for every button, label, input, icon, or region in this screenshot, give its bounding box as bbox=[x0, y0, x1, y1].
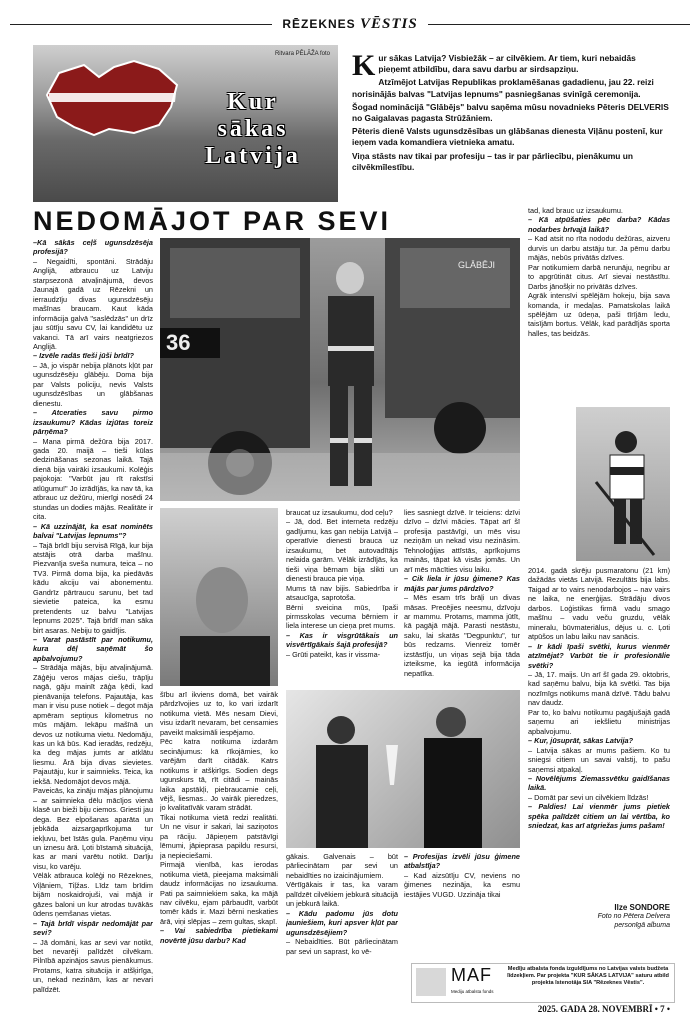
award-ceremony-illustration bbox=[286, 690, 520, 848]
interview-answer: – Grūti pateikt, kas ir vissma- bbox=[286, 649, 381, 659]
series-hero-image bbox=[33, 45, 338, 202]
interview-answer: – Jā, jo vispār nebija plānots kļūt par ugunsdzēsēju glābēju. Doma bija par Valsts policiju, nevis Valsts ugunsdzēsības un glābšanas dienestu. bbox=[33, 360, 153, 408]
interview-answer: – Strādāja mājās, biju atvaļinājumā. Zāģēju veros mājas ciešu, trāpīju nagā, gāju mainīt zāģa ķēdi, kad pienāvanija telefons. Pajautāja, kas man ir visu puse notiek – degot māja apmēram septiņus kilometrus no mūs mājām. Iekāpu mašīnā un devos uz notikuma vietu. Nedomāju, kas un kā būs. Kad ieradās, redzēju, ka deg mājas jumts ar atklātu liesmu. Ārā bija divas sievietes. Pajautāju, kur ir saimnieks. Teica, ka iekšā. Nedomājot devos mājā. bbox=[33, 663, 153, 786]
newspaper-logo bbox=[282, 16, 417, 33]
text-column-2e bbox=[404, 852, 520, 952]
interview-question: – Kas ir visgrūtākais un visvērtīgākais šajā profesijā? bbox=[286, 630, 398, 650]
brand-right: VĒSTIS bbox=[360, 15, 418, 32]
portrait-illustration bbox=[160, 508, 278, 686]
interview-question: – Novēlējums Ziemassvētku gaidīšanas laikā. bbox=[528, 773, 670, 793]
interview-answer: – Tajā brīdī biju servisā Rīgā, kur bija atstājis otrā darba mašīnu. Piezvanīja sveša numura, teica – no TV3. Pirmā doma bija, ka piedāvās kādu akciju vai abonementu. Gandrīz pārtraucu sarunu, bet tad sievietie pateica, ka esmu pretendents uz balvu "Latvijas lepnums 2025". Tajā brīdī man sāka birt asaras. Nebiju to gaidījis. bbox=[33, 540, 153, 635]
interview-answer: 2014. gadā skrēju pusmaratonu (21 km) dažādās vietās Latvijā. Rezultāts bija labs. Taigad ar to vairs nenodarbojos – nav vairs ne laika, ne enerģijas. Strādāju divos darbos. Loģistikas firmā vadu smago mašīnu – vadu veču gruzdu, vēlāk mineralu, būvmateriālus, dējus u. c. Ļoti atpūšos un labu laiku nav sanācis. bbox=[528, 566, 670, 642]
intro-paragraph: Atzīmējot Latvijas Republikas proklamēšanas gadadienu, jau 22. reizi norisinājās balvas "Latvijas lepnums" pasniegšanas svinīgā ceremonija. bbox=[352, 77, 654, 99]
text-column-2c bbox=[404, 508, 520, 686]
sponsor-text: Medīju atbalsta fonda izguldījums no Latvijas valsts budžeta līdzekļiem. Par projekta "KUR SĀKAS LATVIJA" saturu atbild projekta īstenotāja SIA "Rēzeknes Vēstis". bbox=[507, 966, 669, 987]
svg-text:GLĀBĒJI: GLĀBĒJI bbox=[458, 260, 496, 270]
interview-answer: – Latvija sākas ar mums pašiem. Ko tu sniegsi citiem un savai valstij, to pašu saņemsi atpakaļ. bbox=[528, 745, 670, 774]
interview-answer: – Kad atsit no rīta nododu dežūras, aizveru durvis un darbu atstāju tur. Ja pēmu darbu mājās, nebūs privātās dzīves. bbox=[528, 234, 670, 263]
text-column-3-top bbox=[528, 206, 670, 402]
interview-question: – Kādu padomu jūs dotu jauniešiem, kuri apsver kļūt par ugunsdzēsējiem? bbox=[286, 908, 398, 937]
page-footer: 2025. GADA 28. NOVEMBRĪ • 7 • bbox=[537, 1004, 670, 1014]
article-headline: NEDOMĀJOT PAR SEVI bbox=[33, 206, 392, 236]
interview-question: – Profesijas izvēli jūsu ģimene atbalstīja? bbox=[404, 852, 520, 871]
firefighter-photo bbox=[160, 238, 520, 501]
interview-question: – Cik liela ir jūsu ģimene? Kas mājās par jums pārdzīvo? bbox=[404, 574, 520, 593]
interview-question: – Kā uzzinājāt, ka esat nominēts balvai "Latvijas lepnums"? bbox=[33, 521, 153, 541]
text-column-2b bbox=[286, 508, 398, 686]
hero-photo-credit: Ritvara PĒLĀŽA foto bbox=[274, 51, 330, 57]
svg-text:36: 36 bbox=[166, 330, 191, 355]
text-column-2d bbox=[286, 852, 398, 1018]
article-intro bbox=[352, 49, 670, 175]
sponsor-box bbox=[411, 963, 675, 1003]
hockey-player-illustration bbox=[576, 407, 670, 561]
interview-question: – Varat pastāstīt par notikumu, kura dēļ saņēmāt šo apbalvojumu? bbox=[33, 635, 153, 663]
masthead-rule-right bbox=[428, 24, 690, 25]
interview-answer: – Jā, 17. maijs. Un arī šī gada 29. oktobris, kad saņēmu balvu, bija kā svētki. Tas bija nozīmīgs notikums manā dzīvē. Tādu balvu nav daudz. bbox=[528, 669, 670, 708]
interview-answer: Par to, ko balvu notikumu pagājušajā gadā saņemu ari iekšlietu ministrijas apbalvojumu. bbox=[528, 707, 670, 736]
interview-answer: Agrāk intensīvi spēlējām hokeju, bija sava komanda, ir medaļas. Pamatskolas laikā spēlējām uz ūdeņa, paši tīrījām ledu, taisījām bortus. Vēlāk, kad parādījās sporta halles, tas beidzās. bbox=[528, 291, 670, 338]
photo-credit: personīgā albuma bbox=[614, 922, 670, 929]
interview-answer: – Jā, dod. Bet interneta redzēju gadījumu, kas gan nebija Latvijā – operatīvie dienesti brauca uz izsaukumu, bet autovadītājs nelaida garām. Vēlāk izrādījās, ka tieši viņa bērnam bija slikti un dienesti brauca pie viņa. bbox=[286, 517, 398, 584]
interview-answer: Par notikumiem darbā nerunāju, negribu ar to apgrūtināt citus. Arī sievai nestāstītu. Darbs jānošķir no privātās dzīves. bbox=[528, 262, 670, 291]
text-column-2a bbox=[160, 690, 278, 1015]
interview-question: – Vai sabiedrība pietiekami novērtē jūsu darbu? Kad bbox=[160, 926, 278, 945]
interview-question: – Kur, jūsuprāt, sākas Latvija? bbox=[528, 736, 634, 746]
interview-question: – Kā atpūšaties pēc darba? Kādas nodarbes brīvajā laikā? bbox=[528, 215, 670, 234]
hockey-photo bbox=[576, 407, 670, 561]
fire-trucks-illustration bbox=[160, 238, 520, 501]
interview-answer: lies sasniegt dzīvē. Ir teiciens: dzīvi dzīvo – dzīvi mācies. Tāpat arī šī profesija pastāvīgi, un mēs visu neziņām un nekad visu nezināsim. Tehnoloģijas attīstās, aprīkojums mainās, tāpat kā visās jomās. Un arī mēs mācīties visu laiku. bbox=[404, 508, 520, 574]
interview-question: –Kā sākās ceļš ugunsdzēsēja profesijā? bbox=[33, 238, 153, 257]
interview-answer: Vēlāk atbrauca kolēģi no Rēzeknes, Viļāniem, Tiļžas. Līdz tam brīdim bijām noskaidrojuši, vai mājā ir gāzes baloni un kur atrodas tuvākās ūdens ņemšanas vietas. bbox=[33, 871, 153, 919]
award-ceremony-photo bbox=[286, 690, 520, 848]
series-title: Kur sākas Latvija bbox=[205, 89, 301, 169]
interview-answer: Tikai notikuma vietā redzi realitāti. Un ne visur ir sakari, lai saziņotos pa rāciju. Jāpieņem patstāvīgi lēmumi, jāpieprasa papildu resursi, ja nepieciešami. bbox=[160, 812, 278, 860]
interview-answer: Mums tā nav bijis. Sabiedrība ir atsaucīga, saprotoša. bbox=[286, 583, 398, 603]
interview-answer: – Mēs esam trīs brāļi un divas māsas. Precējies neesmu, dzīvoju ar mammu. Protams, mamma jūtīt, kā pagājā mājā. Parasti nestāstu, saku, lai skatās "Degpunktu", tur būs redzams. Vienreiz tomēr izstāstīju, un viņas sejā bija tāda izteiksme, ka iegūtā informācija nepatīka. bbox=[404, 593, 520, 678]
latvia-map-flag-icon bbox=[39, 55, 184, 140]
maf-logo: MAF bbox=[451, 965, 492, 985]
interview-question: – Tajā brīdī vispār nedomājāt par sevi? bbox=[33, 918, 153, 938]
interview-answer: – Domāt par sevi un cilvēkiem līdzās! bbox=[528, 792, 649, 802]
interview-answer: šību arī ikviens domā, bet vairāk pārdzīvojies uz to, ko vari izdarīt notikuma vietā. Mēs nesam Dievi, visu izdarīt nevaram, bet censamies paveikt maksimāli iespējamo. bbox=[160, 690, 278, 737]
interview-answer: – Jā domāni, kas ar sevi var notikt, bet nevarēji palīdzēt cilvēkam. Pilnībā apzinājos savus pienākumus. Protams, katra situācija ir atšķirīga, un, nekad nezinām, kas ar nevari palīdzēt. bbox=[33, 937, 153, 994]
interview-answer: – Mana pirmā dežūra bija 2017. gada 20. maijā – tieši kūlas dedzināšanas sezonas laikā. Tajā dienā bija vairāki izsaukumi. Kolēģis pajokoja: "Varbūt jau rīt rakstīsi atlūgumu!" Jo izrādījās, ka nav tā, ka atbrauc uz dežūru, mierīgi nosēdi 24 stundas un dodies mājās. Realitāte ir cita. bbox=[33, 436, 153, 522]
interview-answer: – Kad aizsūtīju CV, neviens no ģimenes nezināja, ka esmu iestājies VUGD. Uzzināja tikai bbox=[404, 870, 520, 899]
masthead bbox=[0, 14, 700, 34]
text-column-1 bbox=[33, 238, 153, 1018]
interview-answer: braucat uz izsaukumu, dod ceļu? bbox=[286, 508, 393, 517]
interview-question: – Izvēle radās tīeši jūši brīdī? bbox=[33, 351, 134, 361]
brand-left: RĒZEKNES bbox=[282, 16, 356, 31]
portrait-photo bbox=[160, 508, 278, 686]
masthead-rule-left bbox=[10, 24, 272, 25]
interview-answer: Paveicās, ka zināju mājas plānojumu – ar saimnieka dēlu mācījos vienā klasē un bieži biju ciemos. Griesti jau dega. Bez elpošanas aparāta un jebkāda aizsargaprīkojuma tur iekļuvu, bet īstās gula. Paņēmu viņu un iznesu ārā. Ļoti bīstamā situācijā, kas ar mani varētu notikt. Darīju visu, ko varēju. bbox=[33, 786, 153, 871]
drop-cap: K bbox=[352, 49, 376, 82]
intro-lead: ur sākas Latvija? Visbiežāk – ar cilvēkiem. Ar tiem, kuri nebaidās pieņemt atbildību, dara savu darbu ar sirdsapziņu. bbox=[378, 53, 636, 75]
interview-answer: Pēc katra notikuma izdarām secinājumus: kā rīkojāmies, ko varējām darīt citādāk. Katrs notikums ir atšķirīgs. Sodien degs ugunskurs tā, rīt citādi – mainās laika apstākļi, piebraucamie ceļi, vējš, liesmas.. Jo vairāk pieredzes, jo kvalitatīvāk varam strādāt. bbox=[160, 737, 278, 813]
interview-question: – Atceraties savu pirmo izsaukumu? Kādas izjūtas toreiz pārņēma? bbox=[33, 408, 153, 437]
interview-question: – Ir kādi īpaši svētki, kurus vienmēr atzīmējat? Varbūt tie ir profesionālie svētki? bbox=[528, 641, 670, 670]
author-caption bbox=[528, 903, 670, 930]
text-column-3-bottom bbox=[528, 566, 670, 866]
interview-answer: – Nebaidīties. Būt pārliecinātam par sevi un saprast, ko vē- bbox=[286, 937, 398, 956]
interview-answer: Bērni sveicina mūs, īpaši pirmsskolas vecuma bērniem ir liela interese un cieņa pret mums. bbox=[286, 602, 398, 631]
intro-paragraph: Viņa stāsts nav tikai par profesiju – tas ir par pārliecību, pienākumu un cilvēkmīlestību. bbox=[352, 150, 633, 172]
interview-answer: Vērtīgākais ir tas, ka varam palīdzēt cilvēkiem jebkurā situācijā un jebkurā laikā. bbox=[286, 880, 398, 909]
maf-subtitle: Mediju atbalsta fonds bbox=[451, 989, 494, 994]
intro-paragraph: Šogad nominācijā "Glābējs" balvu saņēma mūsu novadnieks Pēteris DELVERIS no Gaigalavas pagasta Strūžāniem. bbox=[352, 101, 669, 124]
interview-answer: gākais. Galvenais – būt pārliecinātam par sevi un nebaidīties no izaicinājumiem. bbox=[286, 852, 398, 880]
author-name: Ilze SONDORE bbox=[614, 903, 670, 912]
intro-paragraph: Pēteris dienē Valsts ugunsdzēsības un glābšanas dienesta Viļānu postenī, kur ieņem vada komandiera vietnieka amatu. bbox=[352, 126, 663, 148]
interview-answer: tad, kad brauc uz izsaukumu. bbox=[528, 206, 623, 215]
interview-answer: – Negaidīti, spontāni. Strādāju Anglijā, atbraucu uz Latviju starpsezonā atvaļinājumā, devos Jaunajā gadā uz Rēzekni un ierraudzīju divas ugunsdzēsēju mašīnas braucam. Kaut kāda informācija galvā "saslēdzās" un drīz jau sūtīju savu CV, lai kandidētu uz vakanci. Tā arī vairs neatgriezos Anglijā. bbox=[33, 256, 153, 351]
interview-question: – Paldies! Lai vienmēr jums pietiek spēka palīdzēt citiem un lai vērtība, ko sniedzat, kas arī atgriežas jums pašam! bbox=[528, 802, 670, 831]
photo-credit: Foto no Pētera Delvera bbox=[597, 913, 670, 920]
interview-answer: Pirmajā vienībā, kas ierodas notikuma vietā, pieejama maksimāli daudz informācijas no izsaukuma. Pati pa saimniekiem saka, ka mājā nav cilvēku, ejam pārbaudīt, varbūt tomēr kāds ir. Mazi bērni neskaties ārā, viņi slēpjas – zem gultas, skapī. bbox=[160, 860, 278, 926]
coat-of-arms-icon bbox=[416, 968, 446, 996]
